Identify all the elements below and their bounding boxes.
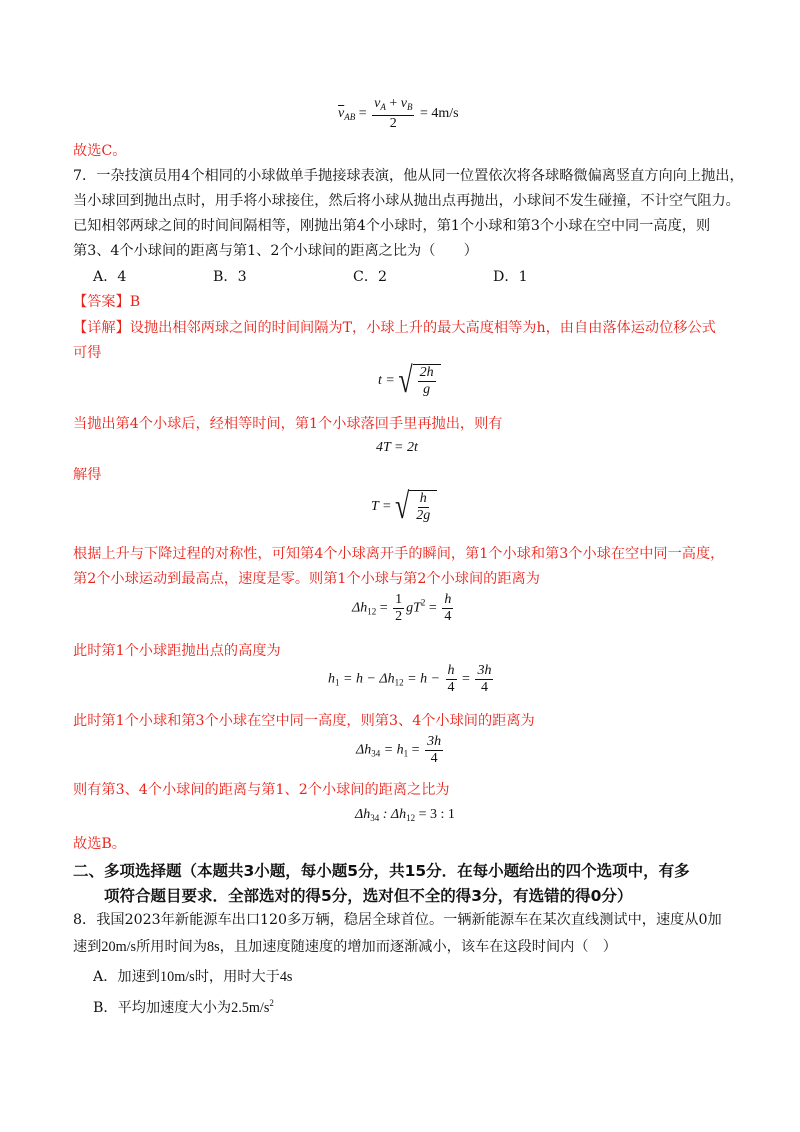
eq-ratio-bsub: 12 (406, 813, 416, 823)
eq-h1-mid2: = h − (407, 671, 441, 687)
eq-h1-sub2: 12 (394, 677, 404, 688)
eq-vab-lhs-sub: AB (344, 112, 356, 123)
eq-dh12-eq: = (379, 600, 388, 616)
eq-T-num: h (419, 491, 427, 506)
eq-h1-num1: h (447, 663, 455, 678)
q8-line-2-a: 速到 (73, 939, 102, 955)
eq-dh12-num1: 1 (395, 592, 403, 607)
eq-dh34-mid: = h (383, 742, 404, 758)
eq-h1-num2: 3h (477, 663, 492, 678)
eq-ratio-a: Δh (355, 807, 371, 822)
eq-dh12-mid: gT (406, 600, 421, 616)
q8-line-1: 8．我国2023年新能源车出口120多万辆，稳居全球首位。一辆新能源车在某次直线测试中，速度从0加 (73, 912, 722, 928)
eq-h1-den1: 4 (447, 680, 455, 695)
q7-line-1: 7．一杂技演员用4个相同的小球做单手抛接球表演，他从同一位置依次将各球略微偏离竖直方向向上抛出， (73, 168, 744, 184)
eq-vab-num-a: v (374, 96, 381, 111)
eq-t-den: g (423, 382, 431, 397)
eq-dh12-lhs: Δh (352, 600, 368, 616)
q7-line-3: 已知相邻两球之间的时间间隔相等，刚抛出第4个小球时，第1个小球和第3个小球在空中同一高度，则 (73, 218, 711, 234)
eq-dh12-sup: 2 (420, 597, 426, 608)
equation-dh12 (352, 592, 455, 625)
detail-line-5: 根据上升与下降过程的对称性，可知第4个小球离开手的瞬间，第1个小球和第3个小球在空中同一高度， (73, 546, 725, 562)
q8-option-b (93, 997, 274, 1017)
eq-dh12-sub: 12 (367, 606, 377, 617)
choose-b-text: 故选B。 (73, 836, 126, 852)
equation-dh34 (356, 734, 445, 767)
section-2-heading-line-2: 项符合题目要求．全部选对的得5分，选对但不全的得3分，有选错的得0分） (73, 887, 633, 905)
eq-dh12-eq2: = (428, 600, 437, 616)
equation-T: T = √ $\frac{h}{2g}$ (371, 490, 437, 524)
eq-dh12-den1: 2 (395, 609, 403, 624)
section-2-heading-line-1: 二、多项选择题（本题共3小题，每小题5分，共15分．在每小题给出的四个选项中，有多 (73, 862, 690, 880)
equation-h1 (328, 663, 495, 696)
q8-option-b-sup: 2 (269, 998, 274, 1008)
detail-line-2: 可得 (73, 345, 102, 361)
eq-dh12-num2: h (444, 592, 452, 607)
eq-dh34-eq: = (411, 742, 420, 758)
eq-h1-mid: = h − Δh (343, 671, 395, 687)
detail-line-1: 【详解】设抛出相邻两球之间的时间间隔为T，小球上升的最大高度相等为h，由自由落体运动位移公式 (73, 320, 716, 336)
answer-label: 【答案】B (73, 294, 141, 310)
eq-dh34-num: 3h (427, 734, 442, 749)
q8-line-2-c: 所用时间为 (136, 939, 208, 955)
eq-vab-fraction (372, 96, 414, 132)
q8-line-2-e: ，且加速度随速度的增加而逐渐减小，该车在这段时间内（ ） (219, 939, 617, 955)
q8-option-b-text: B．平均加速度大小为 (93, 1000, 232, 1016)
eq-h1-eq: = (462, 671, 470, 687)
eq-T-den: 2g (416, 508, 431, 523)
q8-option-b-accel: 2.5m/s (231, 1000, 270, 1016)
equation-v-ab: $\overline{v}_{AB}$ = $\frac{v_A + v_B}{2}$ = 4m/s (338, 96, 459, 131)
eq-dh34-lhs: Δh (356, 742, 372, 758)
eq-h1-lhs: h (328, 671, 335, 687)
eq-t-lhs: t = (378, 373, 395, 389)
eq-vab-lhs: $\overline{v}$ (338, 106, 345, 122)
q7-line-4: 第3、4个小球间的距离与第1、2个小球间的距离之比为（ ） (73, 243, 478, 259)
eq-h1-sub: 1 (335, 677, 340, 688)
detail-line-3: 当抛出第4个小球后，经相等时间，第1个小球落回手里再抛出，则有 (73, 416, 503, 432)
eq-ratio-rhs: = 3 : 1 (415, 807, 455, 822)
eq-vab-num-a-sub: A (380, 102, 386, 112)
eq-ratio-asub: 34 (370, 813, 380, 823)
eq-dh12-den2: 4 (444, 609, 452, 624)
equation-ratio (355, 807, 455, 823)
q8-line-2-time: 8s (207, 939, 220, 955)
eq-vab-den: 2 (389, 116, 397, 131)
q7-option-c: C．2 (353, 269, 388, 285)
q8-option-a-speed: 10m/s (160, 969, 195, 985)
q7-option-b: B．3 (213, 269, 247, 285)
eq-t-num: 2h (419, 365, 434, 380)
detail-line-6: 第2个小球运动到最高点，速度是零。则第1个小球与第2个小球间的距离为 (73, 571, 540, 587)
eq-T-lhs: T = (371, 499, 392, 515)
q8-option-a (93, 966, 292, 986)
detail-line-4: 解得 (73, 467, 102, 483)
q8-option-a-text-2: 时，用时大于 (194, 969, 280, 985)
eq-dh34-sub2: 1 (403, 748, 409, 759)
detail-line-9: 则有第3、4个小球间的距离与第1、2个小球间的距离之比为 (73, 782, 450, 798)
eq-vab-rhs: = 4m/s (419, 106, 459, 122)
detail-line-8: 此时第1个小球和第3个小球在空中同一高度，则第3、4个小球间的距离为 (73, 713, 535, 729)
eq-vab-num-b: v (400, 96, 407, 111)
q7-line-2: 当小球回到抛出点时，用手将小球接住，然后将小球从抛出点再抛出，小球间不发生碰撞，不计空气阻力。 (73, 193, 740, 209)
eq-vab-num-b-sub: B (406, 102, 413, 112)
q8-line-2 (73, 937, 617, 957)
q8-option-a-time: 4s (279, 969, 293, 985)
eq-h1-den2: 4 (480, 680, 488, 695)
q8-option-a-text: A．加速到 (93, 969, 160, 985)
q7-option-a: A．4 (93, 269, 127, 285)
equation-4t: 4T = 2t (376, 440, 418, 455)
eq-ratio-colon: : Δh (379, 807, 407, 822)
q8-line-2-speed: 20m/s (101, 939, 137, 955)
eq-dh34-den: 4 (430, 751, 438, 766)
q7-option-d: D．1 (493, 269, 528, 285)
equation-t: t = √ $\frac{2h}{g}$ (378, 364, 441, 398)
detail-line-7: 此时第1个小球距抛出点的高度为 (73, 643, 281, 659)
eq-dh34-sub: 34 (371, 748, 381, 759)
eq-vab-plus: + (389, 96, 398, 111)
choose-c-text: 故选C。 (73, 143, 127, 159)
